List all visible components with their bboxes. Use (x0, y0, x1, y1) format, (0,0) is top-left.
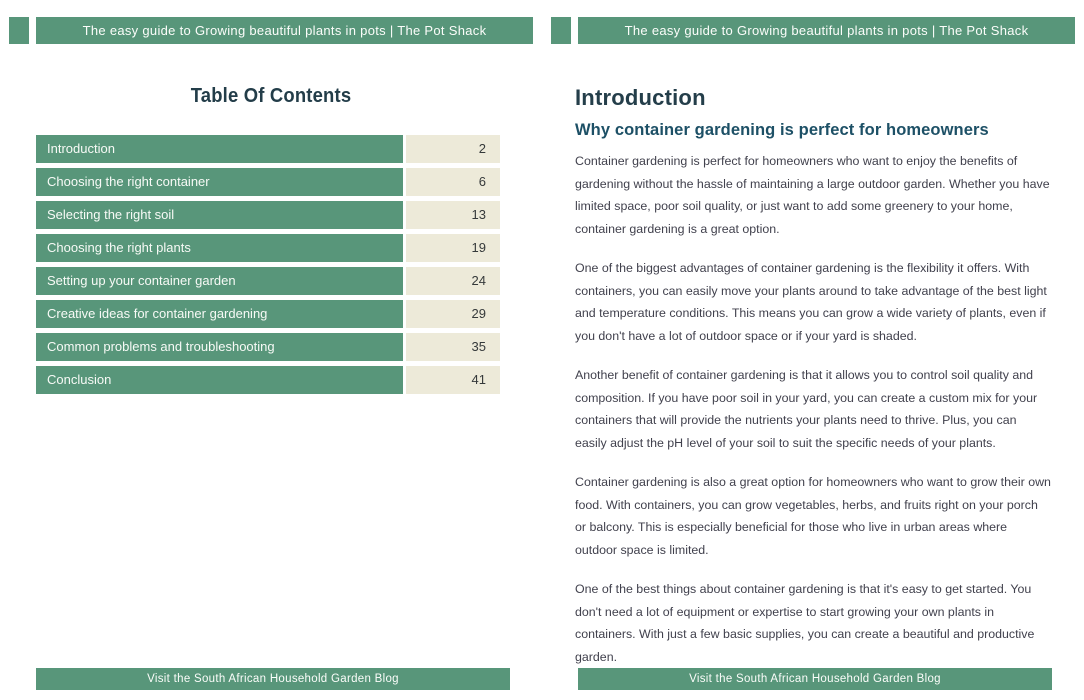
toc-row-page-number: 24 (406, 267, 500, 295)
toc-row-page-number: 35 (406, 333, 500, 361)
body-paragraph: Container gardening is perfect for homeowners who want to enjoy the benefits of gardening without the hassle of maintaining a large outdoor garden. Whether you have limited space, poor soil quality, or just want to add some greenery to your home, container gardening is a great option. (575, 154, 1050, 236)
toc-row-page-number: 13 (406, 201, 500, 229)
toc-row-page-number: 41 (406, 366, 500, 394)
footer-blog-link-label: Visit the South African Household Garden Blog (689, 673, 941, 685)
toc-row-page-number: 19 (406, 234, 500, 262)
toc-row-label: Choosing the right container (36, 168, 403, 196)
right-page-header (542, 17, 1084, 44)
toc-row-page-number: 2 (406, 135, 500, 163)
header-banner-title: The easy guide to Growing beautiful plants in pots | The Pot Shack (82, 23, 487, 38)
toc-row-setting-up[interactable] (36, 267, 500, 295)
toc-row-selecting-soil[interactable] (36, 201, 500, 229)
toc-row-label: Choosing the right plants (36, 234, 403, 262)
toc-row-page-number: 29 (406, 300, 500, 328)
toc-row-choosing-container[interactable] (36, 168, 500, 196)
body-paragraph: One of the best things about container gardening is that it's easy to get started. You don't need a lot of equipment or expertise to start growing your own plants in containers. With just a few basic supplies, you can create a beautiful and productive garden. (575, 582, 1035, 664)
body-paragraph: Container gardening is also a great option for homeowners who want to grow their own food. With containers, you can grow vegetables, herbs, and fruits right on your porch or balcony. This is especially beneficial for those who live in urban areas where outdoor space is limited. (575, 475, 1051, 557)
page-introduction (542, 0, 1084, 700)
toc-row-label: Common problems and troubleshooting (36, 333, 403, 361)
toc-row-label: Introduction (36, 135, 403, 163)
toc-row-common-problems[interactable] (36, 333, 500, 361)
header-banner (36, 17, 533, 44)
footer-blog-link-label: Visit the South African Household Garden Blog (147, 673, 399, 685)
header-accent-square (551, 17, 571, 44)
toc-row-page-number: 6 (406, 168, 500, 196)
section-subtitle: Why container gardening is perfect for homeowners (575, 121, 989, 139)
header-banner (578, 17, 1075, 44)
header-accent-square (9, 17, 29, 44)
toc-table (36, 135, 500, 399)
toc-row-introduction[interactable] (36, 135, 500, 163)
toc-row-creative-ideas[interactable] (36, 300, 500, 328)
body-paragraph: Another benefit of container gardening is that it allows you to control soil quality and composition. If you have poor soil in your yard, you can create a custom mix for your containers that will provide the nutrients your plants need to thrive. Plus, you can easily adjust the pH level of your soil to suit the specific needs of your plants. (575, 368, 1038, 450)
footer-blog-link[interactable] (36, 668, 510, 690)
toc-title: Table Of Contents (190, 84, 352, 107)
header-banner-title: The easy guide to Growing beautiful plants in pots | The Pot Shack (624, 23, 1029, 38)
chapter-title: Introduction (575, 85, 706, 110)
toc-row-label: Setting up your container garden (36, 267, 403, 295)
left-page-header (0, 17, 542, 44)
footer-blog-link[interactable] (578, 668, 1052, 690)
toc-row-conclusion[interactable] (36, 366, 500, 394)
toc-row-choosing-plants[interactable] (36, 234, 500, 262)
body-paragraph: One of the biggest advantages of container gardening is the flexibility it offers. With containers, you can easily move your plants around to take advantage of the best light and temperature conditions. This means you can grow a wide variety of plants, even if you don't have a lot of outdoor space or if your yard is shaded. (575, 261, 1047, 343)
chapter-content (575, 85, 1051, 685)
toc-row-label: Conclusion (36, 366, 403, 394)
toc-row-label: Creative ideas for container gardening (36, 300, 403, 328)
toc-row-label: Selecting the right soil (36, 201, 403, 229)
